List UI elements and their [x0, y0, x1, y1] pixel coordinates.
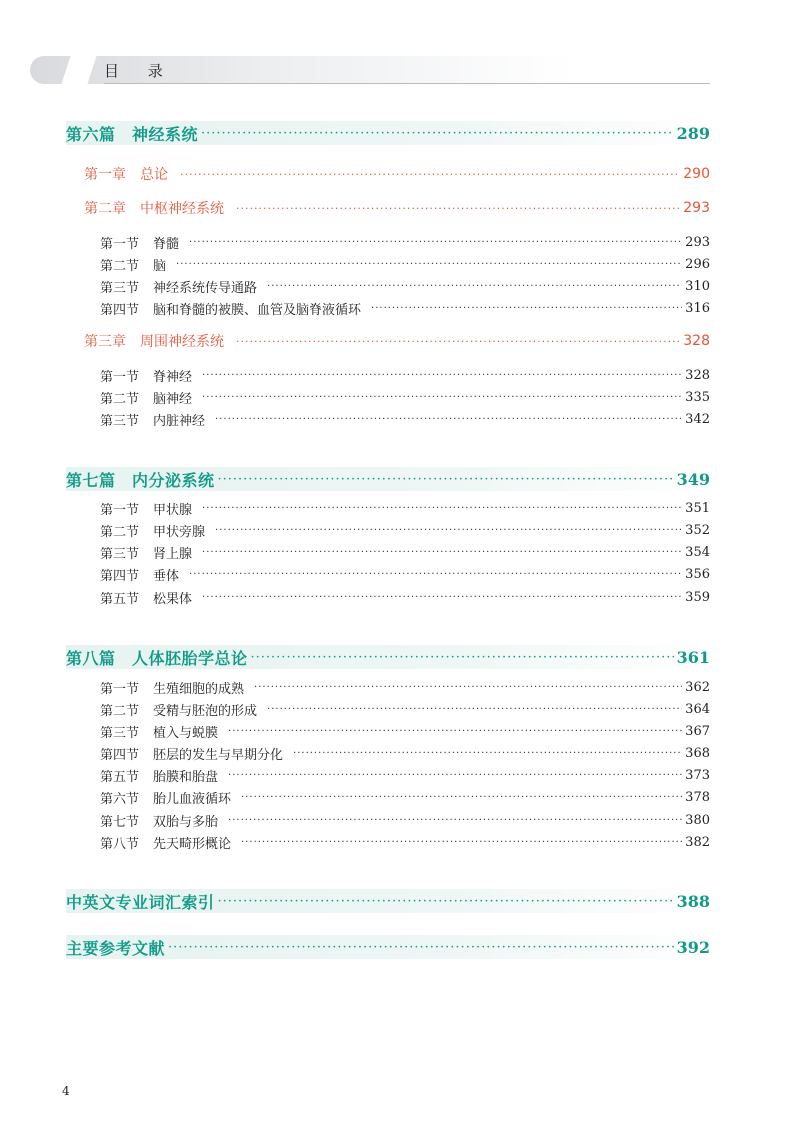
toc-section-row[interactable]: [100, 721, 710, 741]
toc-section-row[interactable]: [100, 765, 710, 785]
toc-chapter-number: 第一章: [84, 167, 126, 183]
toc-page-number: 373: [685, 767, 710, 783]
toc-chapter-number: 第三章: [84, 334, 126, 350]
toc-section-title: 肾上腺: [153, 546, 193, 562]
dot-leader: [202, 503, 682, 514]
toc-section-title: 胚层的发生与早期分化: [153, 747, 284, 763]
toc-section-title: 先天畸形概论: [153, 836, 232, 852]
toc-section-title: 松果体: [153, 591, 193, 607]
toc-page-number: 293: [685, 234, 710, 250]
toc-page-number: 364: [685, 701, 710, 717]
toc-page-number: 367: [685, 723, 710, 739]
toc-section-row[interactable]: [100, 520, 710, 540]
toc-section-title: 脊髓: [153, 236, 180, 252]
toc-page-number: 290: [683, 166, 710, 182]
toc-page-number: 388: [676, 891, 710, 911]
toc-part-row[interactable]: [66, 121, 710, 145]
toc-title: 目 录: [104, 62, 175, 80]
toc-section-number: 第二节: [100, 391, 140, 407]
toc-section-row[interactable]: [100, 276, 710, 296]
dot-leader: [267, 281, 682, 292]
toc-section-row[interactable]: [100, 699, 710, 719]
toc-section-number: 第二节: [100, 703, 140, 719]
toc-section-number: 第一节: [100, 681, 140, 697]
toc-page-number: 296: [685, 256, 710, 272]
toc-section-number: 第五节: [100, 591, 140, 607]
toc-section-row[interactable]: [100, 810, 710, 830]
toc-part-label: 第八篇 人体胚胎学总论: [66, 648, 248, 668]
toc-section-number: 第四节: [100, 302, 140, 318]
toc-page-number: 356: [685, 566, 710, 582]
toc-page-number: 316: [685, 300, 710, 316]
toc-section-number: 第二节: [100, 524, 140, 540]
dot-leader: [215, 525, 682, 536]
toc-chapter-row[interactable]: [84, 164, 710, 184]
toc-page-number: 354: [685, 544, 710, 560]
toc-section-number: 第六节: [100, 791, 140, 807]
toc-section-title: 脑神经: [153, 391, 193, 407]
dot-leader: [202, 547, 682, 558]
toc-part-row[interactable]: [66, 889, 710, 913]
toc-section-row[interactable]: [100, 254, 710, 274]
toc-section-title: 甲状腺: [153, 502, 193, 518]
dot-leader: [241, 837, 682, 848]
toc-section-number: 第三节: [100, 413, 140, 429]
toc-section-row[interactable]: [100, 298, 710, 318]
toc-chapter-title: 总论: [140, 167, 168, 183]
toc-section-title: 受精与胚泡的形成: [153, 703, 258, 719]
dot-leader: [215, 414, 682, 425]
dot-leader: [267, 704, 682, 715]
toc-page-number: 351: [685, 500, 710, 516]
toc-section-row[interactable]: [100, 832, 710, 852]
toc-section-title: 植入与蜕膜: [153, 725, 219, 741]
toc-section-title: 胎膜和胎盘: [153, 769, 219, 785]
toc-section-title: 胎儿血液循环: [153, 791, 232, 807]
dot-leader: [202, 392, 682, 403]
toc-section-number: 第一节: [100, 236, 140, 252]
toc-part-label: 主要参考文献: [66, 938, 166, 958]
toc-part-label: 第六篇 神经系统: [66, 124, 199, 144]
toc-section-title: 脑和脊髓的被膜、血管及脑脊液循环: [153, 302, 362, 318]
toc-section-row[interactable]: [100, 498, 710, 518]
dot-leader: [189, 237, 682, 248]
toc-page-number: 392: [676, 937, 710, 957]
toc-page-number: 335: [685, 389, 710, 405]
toc-page-number: 352: [685, 522, 710, 538]
toc-section-row[interactable]: [100, 564, 710, 584]
toc-section-title: 垂体: [153, 568, 180, 584]
toc-section-row[interactable]: [100, 365, 710, 385]
toc-chapter-title: 中枢神经系统: [140, 201, 224, 217]
toc-section-number: 第三节: [100, 725, 140, 741]
toc-section-title: 双胎与多胎: [153, 814, 219, 830]
dot-leader: [218, 894, 674, 909]
dot-leader: [201, 126, 674, 141]
dot-leader: [241, 792, 682, 803]
toc-section-number: 第三节: [100, 546, 140, 562]
toc-section-number: 第八节: [100, 836, 140, 852]
toc-section-title: 生殖细胞的成熟: [153, 681, 245, 697]
toc-page-number: 310: [685, 278, 710, 294]
dot-leader: [251, 650, 674, 665]
dot-leader: [189, 569, 682, 580]
dot-leader: [228, 726, 682, 737]
toc-section-number: 第七节: [100, 814, 140, 830]
page-number: 4: [62, 1084, 70, 1098]
toc-part-label: 中英文专业词汇索引: [66, 892, 215, 912]
toc-section-row[interactable]: [100, 542, 710, 562]
dot-leader: [371, 303, 682, 314]
dot-leader: [176, 259, 682, 270]
toc-section-row[interactable]: [100, 587, 710, 607]
toc-section-row[interactable]: [100, 743, 710, 763]
dot-leader: [228, 815, 682, 826]
toc-page-number: 361: [676, 647, 710, 667]
dot-leader: [168, 940, 674, 955]
toc-chapter-number: 第二章: [84, 201, 126, 217]
toc-section-row[interactable]: [100, 232, 710, 252]
toc-part-label: 第七篇 内分泌系统: [66, 470, 215, 490]
dot-leader: [202, 370, 682, 381]
toc-section-number: 第三节: [100, 280, 140, 296]
toc-page-number: 349: [676, 469, 710, 489]
toc-section-title: 甲状旁腺: [153, 524, 206, 540]
toc-section-number: 第二节: [100, 258, 140, 274]
toc-section-number: 第一节: [100, 502, 140, 518]
toc-section-title: 脊神经: [153, 369, 193, 385]
dot-leader: [180, 168, 680, 181]
toc-section-row[interactable]: [100, 677, 710, 697]
toc-section-number: 第四节: [100, 568, 140, 584]
dot-leader: [228, 770, 682, 781]
toc-page-number: 378: [685, 789, 710, 805]
toc-page-number: 328: [685, 367, 710, 383]
toc-page-number: 289: [676, 123, 710, 143]
toc-page-number: 359: [685, 589, 710, 605]
toc-page-number: 328: [683, 333, 710, 349]
dot-leader: [254, 682, 682, 693]
toc-section-number: 第五节: [100, 769, 140, 785]
toc-section-number: 第一节: [100, 369, 140, 385]
toc-section-row[interactable]: [100, 787, 710, 807]
toc-part-row[interactable]: [66, 467, 710, 491]
toc-chapter-row[interactable]: [84, 198, 710, 218]
toc-chapter-row[interactable]: [84, 331, 710, 351]
toc-page-number: 342: [685, 411, 710, 427]
toc-page-number: 382: [685, 834, 710, 850]
toc-section-title: 内脏神经: [153, 413, 206, 429]
dot-leader: [236, 202, 680, 215]
toc-section-number: 第四节: [100, 747, 140, 763]
toc-page-number: 368: [685, 745, 710, 761]
toc-part-row[interactable]: [66, 935, 710, 959]
toc-chapter-title: 周围神经系统: [140, 334, 224, 350]
dot-leader: [218, 472, 674, 487]
toc-page-number: 293: [683, 200, 710, 216]
toc-page-number: 380: [685, 812, 710, 828]
toc-part-row[interactable]: [66, 645, 710, 669]
dot-leader: [293, 748, 682, 759]
toc-section-row[interactable]: [100, 409, 710, 429]
dot-leader: [202, 592, 682, 603]
dot-leader: [236, 335, 680, 348]
toc-section-title: 脑: [153, 258, 167, 274]
toc-page-number: 362: [685, 679, 710, 695]
toc-section-title: 神经系统传导通路: [153, 280, 258, 296]
toc-section-row[interactable]: [100, 387, 710, 407]
